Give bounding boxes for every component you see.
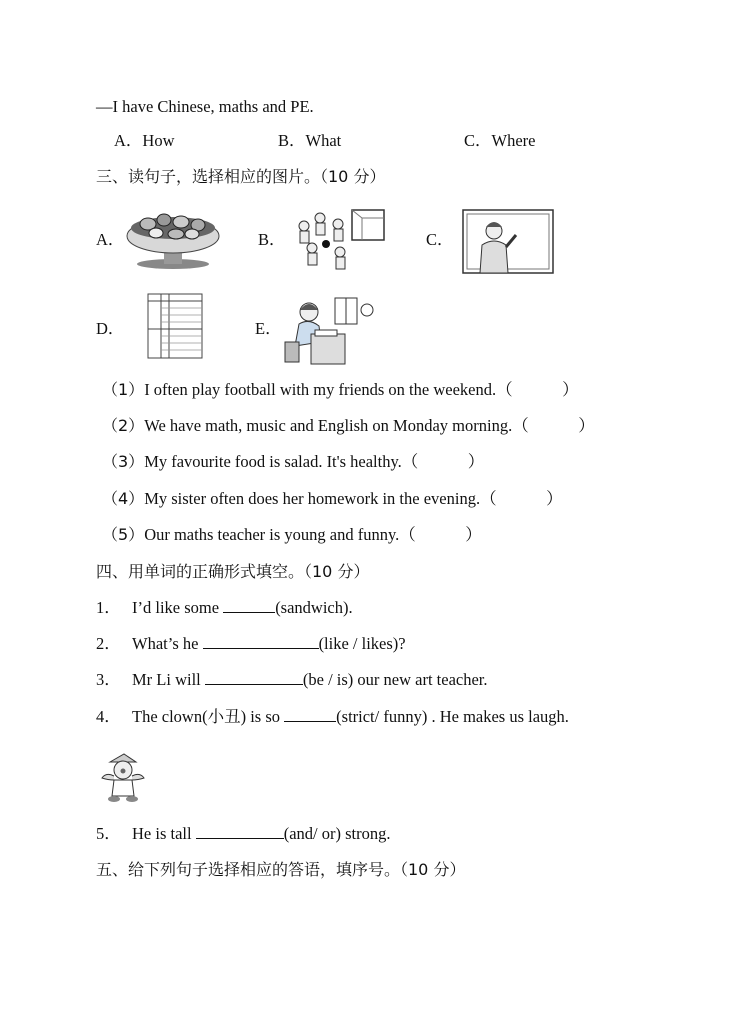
- section4-heading: 四、用单词的正确形式填空。（10 分）: [96, 562, 370, 581]
- section4-item-4: 4． The clown(小丑) is so (strict/ funny) . He makes us laugh.: [96, 707, 569, 726]
- answer-blank[interactable]: [203, 633, 319, 649]
- picture-label-a: A．: [96, 230, 125, 249]
- answer-blank[interactable]: [223, 597, 275, 613]
- teacher-at-blackboard-picture: [462, 209, 554, 275]
- picture-label-e: E．: [255, 319, 282, 338]
- girl-doing-homework-picture: [281, 296, 377, 366]
- picture-label-b: B．: [258, 230, 286, 249]
- clown-picture: [98, 752, 148, 804]
- picture-label-c: C．: [426, 230, 454, 249]
- section3-item-5: （5）Our maths teacher is young and funny.（ ）: [102, 525, 482, 544]
- section4-item-3: 3． Mr Li will (be / is) our new art teacher.: [96, 670, 488, 689]
- section3-item-1: （1）I often play football with my friends on the weekend.（ ）: [102, 380, 579, 399]
- kids-playing-football-picture: [290, 204, 390, 276]
- picture-label-d: D．: [96, 319, 125, 338]
- section3-item-4: （4）My sister often does her homework in the evening.（ ）: [102, 489, 563, 508]
- section5-heading: 五、给下列句子选择相应的答语，填序号。（10 分）: [96, 860, 466, 879]
- section3-item-3: （3）My favourite food is salad. It's healthy.（ ）: [102, 452, 485, 471]
- section4-item-5: 5． He is tall (and/ or) strong.: [96, 824, 391, 843]
- option-b: B．What: [278, 131, 342, 150]
- answer-blank[interactable]: [196, 823, 284, 839]
- section3-heading: 三、读句子，选择相应的图片。（10 分）: [96, 167, 386, 186]
- answer-blank[interactable]: [284, 706, 336, 722]
- answer-line: —I have Chinese, maths and PE.: [96, 97, 314, 116]
- section4-item-1: 1． I’d like some (sandwich).: [96, 598, 353, 617]
- option-c: C．Where: [464, 131, 536, 150]
- timetable-picture: [147, 293, 203, 359]
- section4-item-2: 2． What’s he (like / likes)?: [96, 634, 406, 653]
- salad-bowl-picture: [126, 208, 221, 270]
- section3-item-2: （2）We have math, music and English on Monday morning.（ ）: [102, 416, 595, 435]
- answer-blank[interactable]: [205, 669, 303, 685]
- option-a: A．How: [114, 131, 175, 150]
